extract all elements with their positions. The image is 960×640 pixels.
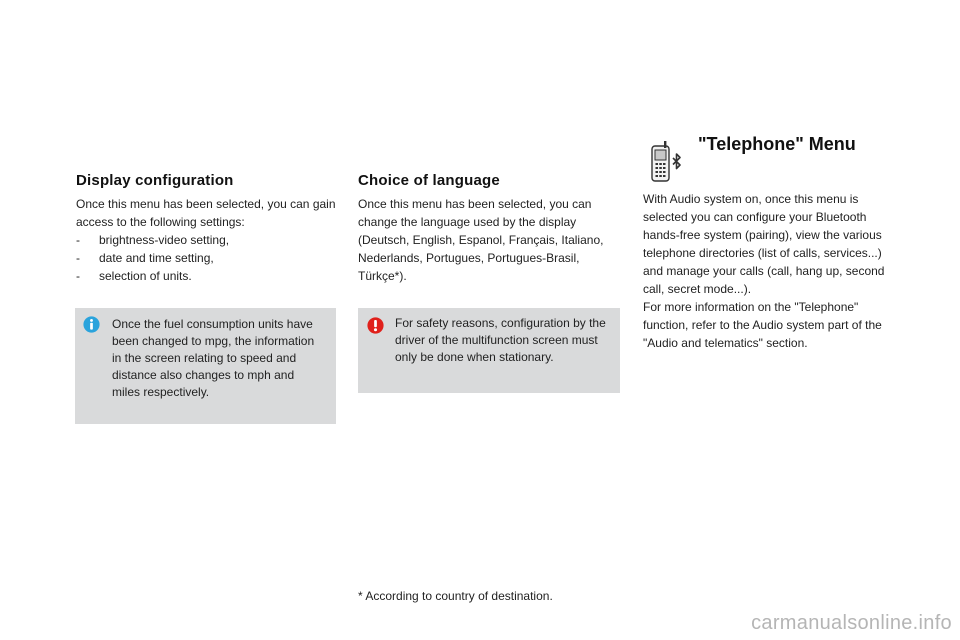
- display-config-section: [76, 195, 336, 285]
- telephone-more-info: For more information on the "Telephone" function, refer to the Audio system part of the "Audio and telematics" section.: [643, 300, 882, 350]
- language-heading: Choice of language: [358, 172, 500, 189]
- telephone-heading: "Telephone" Menu: [698, 134, 856, 154]
- display-config-list: [76, 231, 336, 285]
- display-config-heading: Display configuration: [76, 172, 234, 189]
- list-item: - date and time setting,: [76, 249, 336, 267]
- list-item: - selection of units.: [76, 267, 336, 285]
- watermark: carmanualsonline.info: [751, 612, 952, 634]
- telephone-section: [643, 190, 893, 352]
- info-note-box: [75, 308, 336, 424]
- info-icon: [83, 316, 100, 333]
- warning-note-box: [358, 308, 620, 393]
- display-config-intro: Once this menu has been selected, you can gain access to the following settings:: [76, 197, 336, 229]
- telephone-body: With Audio system on, once this menu is selected you can configure your Bluetooth hands-free system (pairing), view the various telephone directories (list of calls, services...) and manage your calls (call, hang up, second call, secret mode...).: [643, 192, 885, 296]
- list-item: - brightness-video setting,: [76, 231, 336, 249]
- language-body: Once this menu has been selected, you can change the language used by the display (Deutsch, English, Espanol, Français, Italiano, Nederlands, Portugues, Portugues-Brasil, Türkçe*).: [358, 197, 604, 283]
- warning-icon: [367, 317, 384, 334]
- phone-bluetooth-icon: [648, 140, 686, 184]
- footnote: * According to country of destination.: [358, 589, 553, 603]
- info-note-text: Once the fuel consumption units have been changed to mpg, the information in the screen relating to speed and distance also changes to mph and miles respectively.: [112, 317, 315, 399]
- warning-note-text: For safety reasons, configuration by the driver of the multifunction screen must only be done when stationary.: [395, 316, 606, 364]
